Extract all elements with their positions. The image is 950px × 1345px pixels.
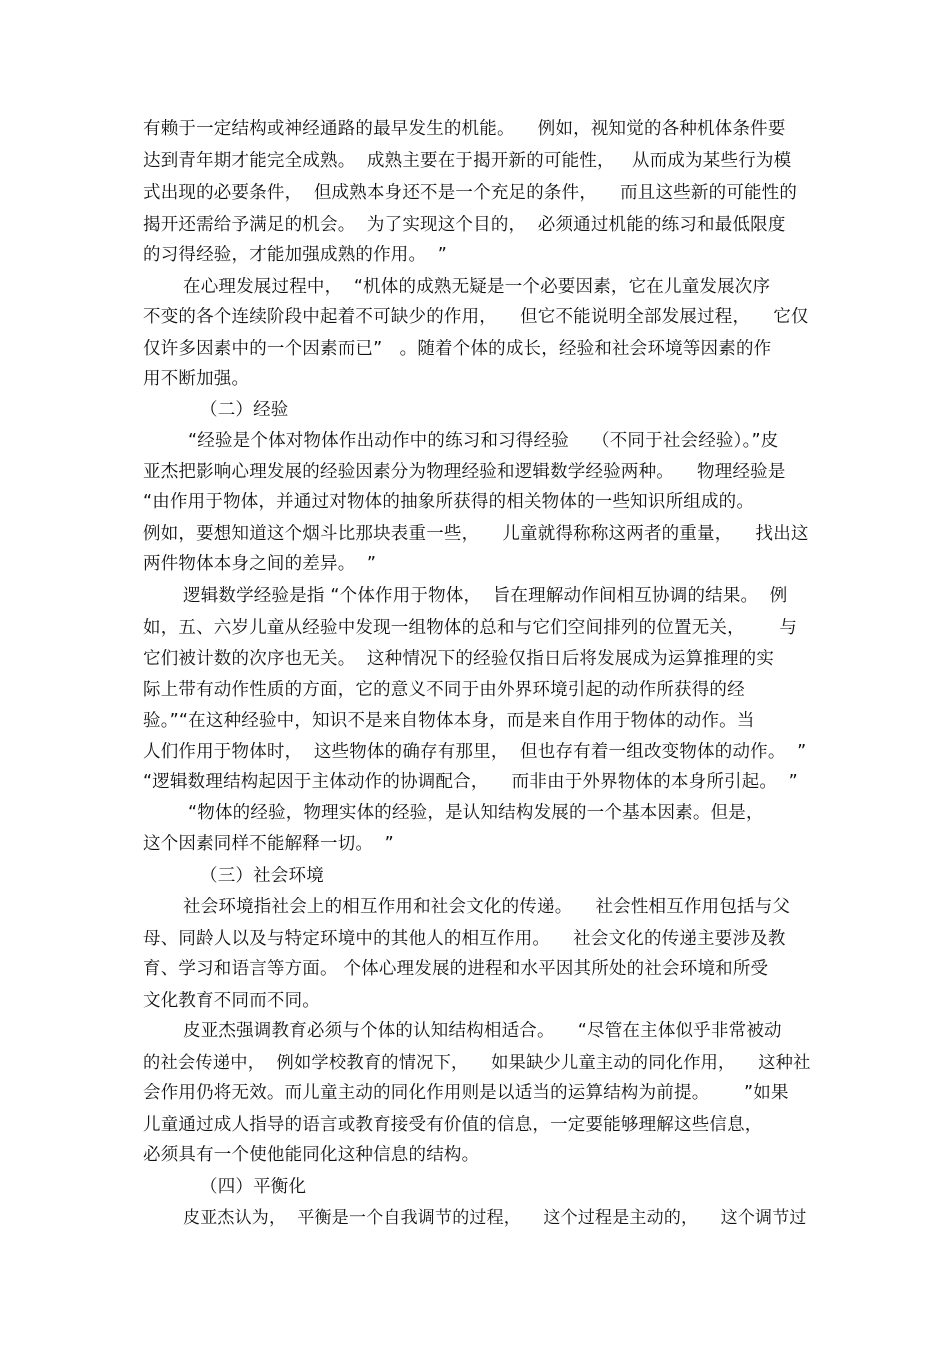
paragraph-first-line: 皮亚杰认为， 平衡是一个自我调节的过程， 这个过程是主动的， 这个调节过 bbox=[183, 1208, 807, 1228]
text-line: 式出现的必要条件， 但成熟本身还不是一个充足的条件， 而且这些新的可能性的 bbox=[143, 183, 798, 203]
text-line: 有赖于一定结构或神经通路的最早发生的机能。 例如，视知觉的各种机体条件要 bbox=[143, 119, 786, 139]
text-line: 际上带有动作性质的方面，它的意义不同于由外界环境引起的动作所获得的经 bbox=[143, 680, 745, 700]
text-line: 亚杰把影响心理发展的经验因素分为物理经验和逻辑数学经验两种。 物理经验是 bbox=[143, 462, 786, 482]
section-heading-equilibration: （四）平衡化 bbox=[200, 1177, 307, 1197]
text-line: 达到青年期才能完全成熟。 成熟主要在于揭开新的可能性， 从而成为某些行为模 bbox=[143, 151, 792, 171]
text-line: 人们作用于物体时， 这些物体的确存有那里， 但也存有着一组改变物体的动作。 ” bbox=[143, 742, 807, 762]
text-line: 验。”“在这种经验中，知识不是来自物体本身，而是来自作用于物体的动作。当 bbox=[143, 711, 755, 731]
text-line: 它们被计数的次序也无关。 这种情况下的经验仅指日后将发展成为运算推理的实 bbox=[143, 649, 775, 669]
text-line: “由作用于物体，并通过对物体的抽象所获得的相关物体的一些知识所组成的。 bbox=[143, 492, 755, 512]
text-line: “逻辑数理结构起因于主体动作的协调配合， 而非由于外界物体的本身所引起。 ” bbox=[143, 772, 798, 792]
paragraph-first-line: 社会环境指社会上的相互作用和社会文化的传递。 社会性相互作用包括与父 bbox=[183, 897, 791, 917]
paragraph-first-line: “物体的经验，物理实体的经验，是认知结构发展的一个基本因素。但是， bbox=[188, 803, 764, 823]
text-line: 会作用仍将无效。而儿童主动的同化作用则是以适当的运算结构为前提。 ”如果 bbox=[143, 1083, 789, 1103]
paragraph-first-line: “经验是个体对物体作出动作中的练习和习得经验 （不同于社会经验）。”皮 bbox=[188, 431, 779, 451]
text-line: 文化教育不同而不同。 bbox=[143, 991, 320, 1011]
section-heading-social-environment: （三）社会环境 bbox=[200, 866, 324, 886]
text-line: 不变的各个连续阶段中起着不可缺少的作用， 但它不能说明全部发展过程， 它仅 bbox=[143, 307, 809, 327]
text-line: 这个因素同样不能解释一切。 ” bbox=[143, 834, 394, 854]
paragraph-first-line: 逻辑数学经验是指 “个体作用于物体， 旨在理解动作间相互协调的结果。 例 bbox=[183, 586, 788, 606]
paragraph-first-line: 皮亚杰强调教育必须与个体的认知结构相适合。 “尽管在主体似乎非常被动 bbox=[183, 1021, 782, 1041]
text-line: 两件物体本身之间的差异。 ” bbox=[143, 554, 377, 574]
text-line: 如，五、六岁儿童从经验中发现一组物体的总和与它们空间排列的位置无关， 与 bbox=[143, 618, 798, 638]
text-line: 必须具有一个使他能同化这种信息的结构。 bbox=[143, 1145, 480, 1165]
text-line: 的习得经验，才能加强成熟的作用。 ” bbox=[143, 245, 447, 265]
text-line: 育、学习和语言等方面。 个体心理发展的进程和水平因其所处的社会环境和所受 bbox=[143, 959, 769, 979]
text-line: 揭开还需给予满足的机会。 为了实现这个目的， 必须通过机能的练习和最低限度 bbox=[143, 215, 786, 235]
paragraph-first-line: 在心理发展过程中， “机体的成熟无疑是一个必要因素，它在儿童发展次序 bbox=[183, 277, 771, 297]
text-line: 的社会传递中， 例如学校教育的情况下， 如果缺少儿童主动的同化作用， 这种社 bbox=[143, 1053, 811, 1073]
text-line: 仅许多因素中的一个因素而已” 。随着个体的成长，经验和社会环境等因素的作 bbox=[143, 339, 772, 359]
text-line: 例如，要想知道这个烟斗比那块表重一些， 儿童就得称称这两者的重量， 找出这 bbox=[143, 524, 809, 544]
section-heading-experience: （二）经验 bbox=[200, 400, 289, 420]
text-line: 用不断加强。 bbox=[143, 369, 250, 389]
text-line: 母、同龄人以及与特定环境中的其他人的相互作用。 社会文化的传递主要涉及教 bbox=[143, 929, 786, 949]
text-line: 儿童通过成人指导的语言或教育接受有价值的信息，一定要能够理解这些信息， bbox=[143, 1115, 763, 1135]
